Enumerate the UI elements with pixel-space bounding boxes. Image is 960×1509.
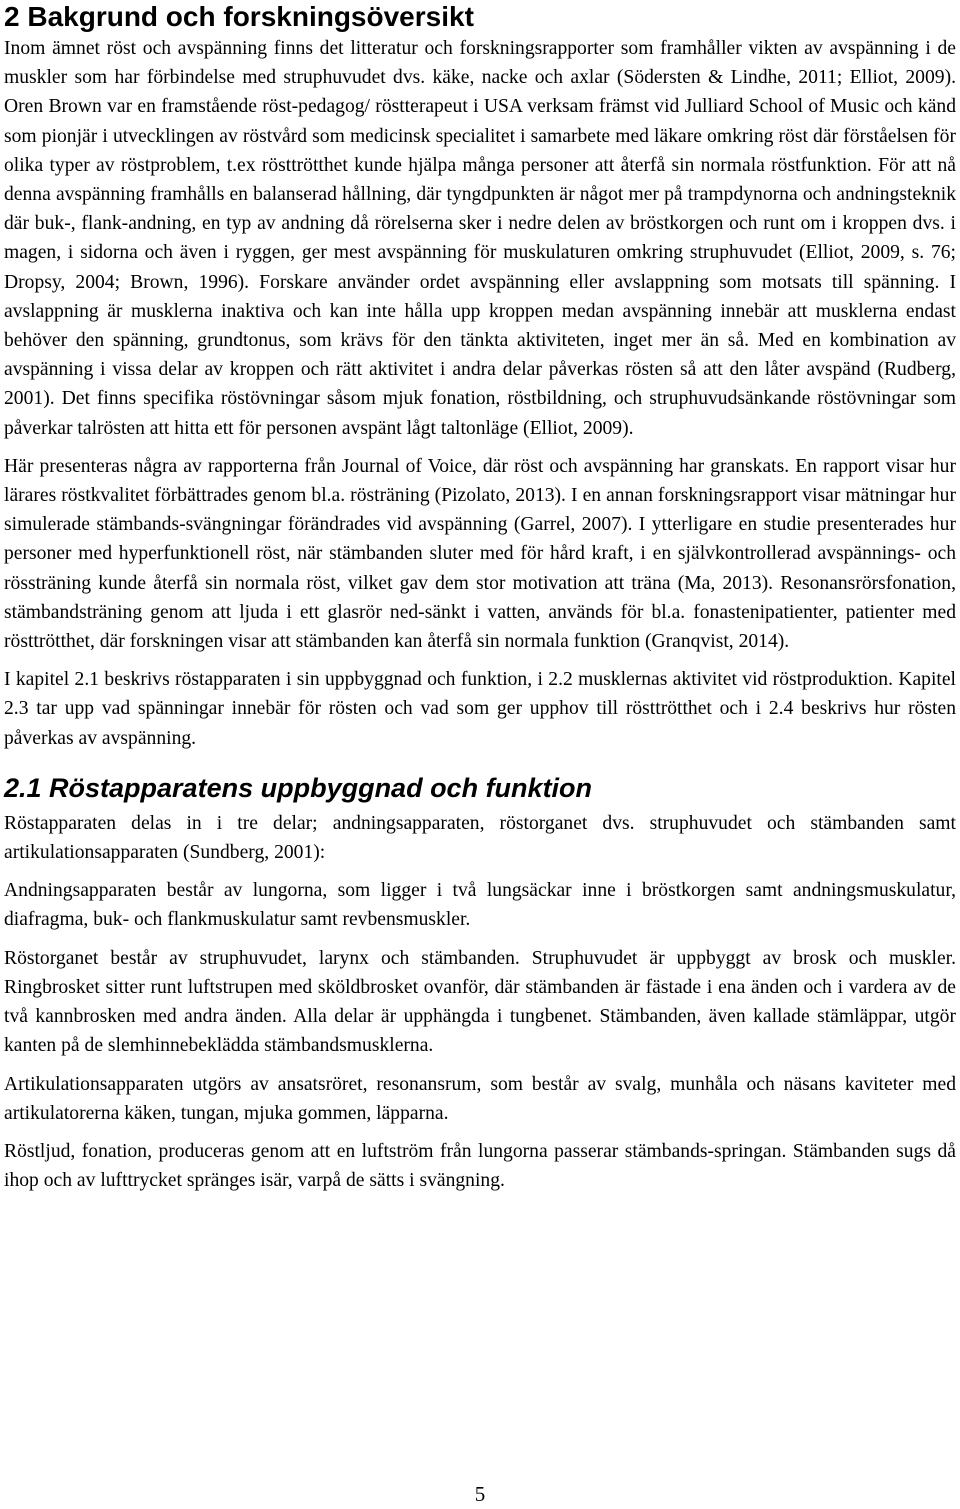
section-heading: 2.1 Röstapparatens uppbyggnad och funktion (4, 772, 593, 803)
section-paragraph-1: Röstapparaten delas in i tre delar; andningsapparaten, röstorganet dvs. struphuvudet och stämbanden samt artikulationsapparaten (Sundberg, 2001): (4, 812, 956, 864)
section-paragraph-4: Artikulationsapparaten utgörs av ansatsröret, resonansrum, som består av svalg, munhåla och näsans kaviteter med artikulatorerna käken, tungan, mjuka gommen, läpparna. (4, 1073, 956, 1124)
section-paragraph-2: Andningsapparaten består av lungorna, som ligger i två lungsäckar inne i bröstkorgen samt andningsmuskulatur, diafragma, buk- och flankmuskulatur samt revbensmuskler. (4, 880, 956, 931)
section-paragraph-5: Röstljud, fonation, produceras genom att en luftström från lungorna passerar stämbands-springan. Stämbanden sugs då ihop och av lufttrycket spränges isär, varpå de sätts i svängning. (4, 1140, 956, 1192)
page-number: 5 (474, 1482, 486, 1506)
intro-paragraph-1: Inom ämnet röst och avspänning finns det litteratur och forskningsrapporter som framhåller vikten av avspänning i de muskler som har förbindelse med struphuvudet dvs. käke, nacke och axlar (Södersten & Lindhe, 2011; Elliot, 2009). Oren Brown var en framstående röst-pedagog/ röstterapeut i USA verksam främst vid Julliard School of Music och känd som pionjär i utvecklingen av röstvård som medicinsk specialitet i samarbete med läkare omkring röst där förståelsen för olika typer av röstproblem, t.ex rösttrötthet kunde hjälpa många personer att återfå sin normala röstfunktion. För att nå denna avspänning framhålls en balanserad hållning, där tyngdpunkten är något mer på trampdynorna och andningsteknik där buk-, flank-andning, en typ av andning då rörelserna sker i nedre delen av bröstkorgen och runt om i kroppen dvs. i magen, i sidorna och även i ryggen, ger mest avspänning för muskulaturen omkring struphuvudet (Elliot, 2009, s. 76; Dropsy, 2004; Brown, 1996). Forskare använder ordet avspänning eller avslappning som motsats till spänning. I avslappning är musklerna inaktiva och kan inte hålla upp kroppen medan avspänning innebär att musklerna endast behöver den spänning, grundtonus, som krävs för den tänkta aktiviteten, inget mer än så. Med en kombination av avspänning i vissa delar av kroppen och rätt aktivitet i andra delar påverkas rösten så att den låter avspänd (Rudberg, 2001). Det finns specifika röstövningar såsom mjuk fonation, röstbildning, och struphuvudsänkande röstövningar som påverkar talrösten att hitta ett för personen avspänt lågt taltonläge (Elliot, 2009). (4, 38, 956, 439)
section-paragraph-3: Röstorganet består av struphuvudet, larynx och stämbanden. Struphuvudet är uppbyggt av brosk och muskler. Ringbrosket sitter runt luftstrupen med sköldbrosket ovanför, där stämbanden är fästade i ena änden och i vardera av de två kannbrosken med andra änden. Alla delar är upphängda i tungbenet. Stämbanden, även kallade stämläppar, utgör kanten på de slemhinnebeklädda stämbandsmusklerna. (4, 947, 956, 1057)
intro-paragraph-3: I kapitel 2.1 beskrivs röstapparaten i sin uppbyggnad och funktion, i 2.2 musklernas aktivitet vid röstproduktion. Kapitel 2.3 tar upp vad spänningar innebär för rösten och vad som ger upphov till rösttrötthet och i 2.4 beskrivs hur rösten påverkas av avspänning. (4, 669, 956, 749)
chapter-heading: 2 Bakgrund och forskningsöversikt (4, 1, 474, 32)
intro-paragraph-2: Här presenteras några av rapporterna från Journal of Voice, där röst och avspänning har granskats. En rapport visar hur lärares röstkvalitet förbättrades genom bl.a. rösträning (Pizolato, 2013). I en annan forskningsrapport visar mätningar hur simulerade stämbands-svängningar förändrades vid avspänning (Garrel, 2007). I ytterligare en studie presenterades hur personer med hyperfunktionell röst, när stämbanden sluter med för hård kraft, i en självkontrollerad avspännings- och rössträning kunde återfå sin normala röst, vilket gav dem stor motivation att träna (Ma, 2013). Resonansrörsfonation, stämbandsträning genom att ljuda i ett glasrör ned-sänkt i vatten, används för bl.a. fonastenipatienter, patienter med rösttrötthet, där forskningen visar att stämbanden kan återfå sin normala funktion (Granqvist, 2014). (4, 455, 956, 653)
